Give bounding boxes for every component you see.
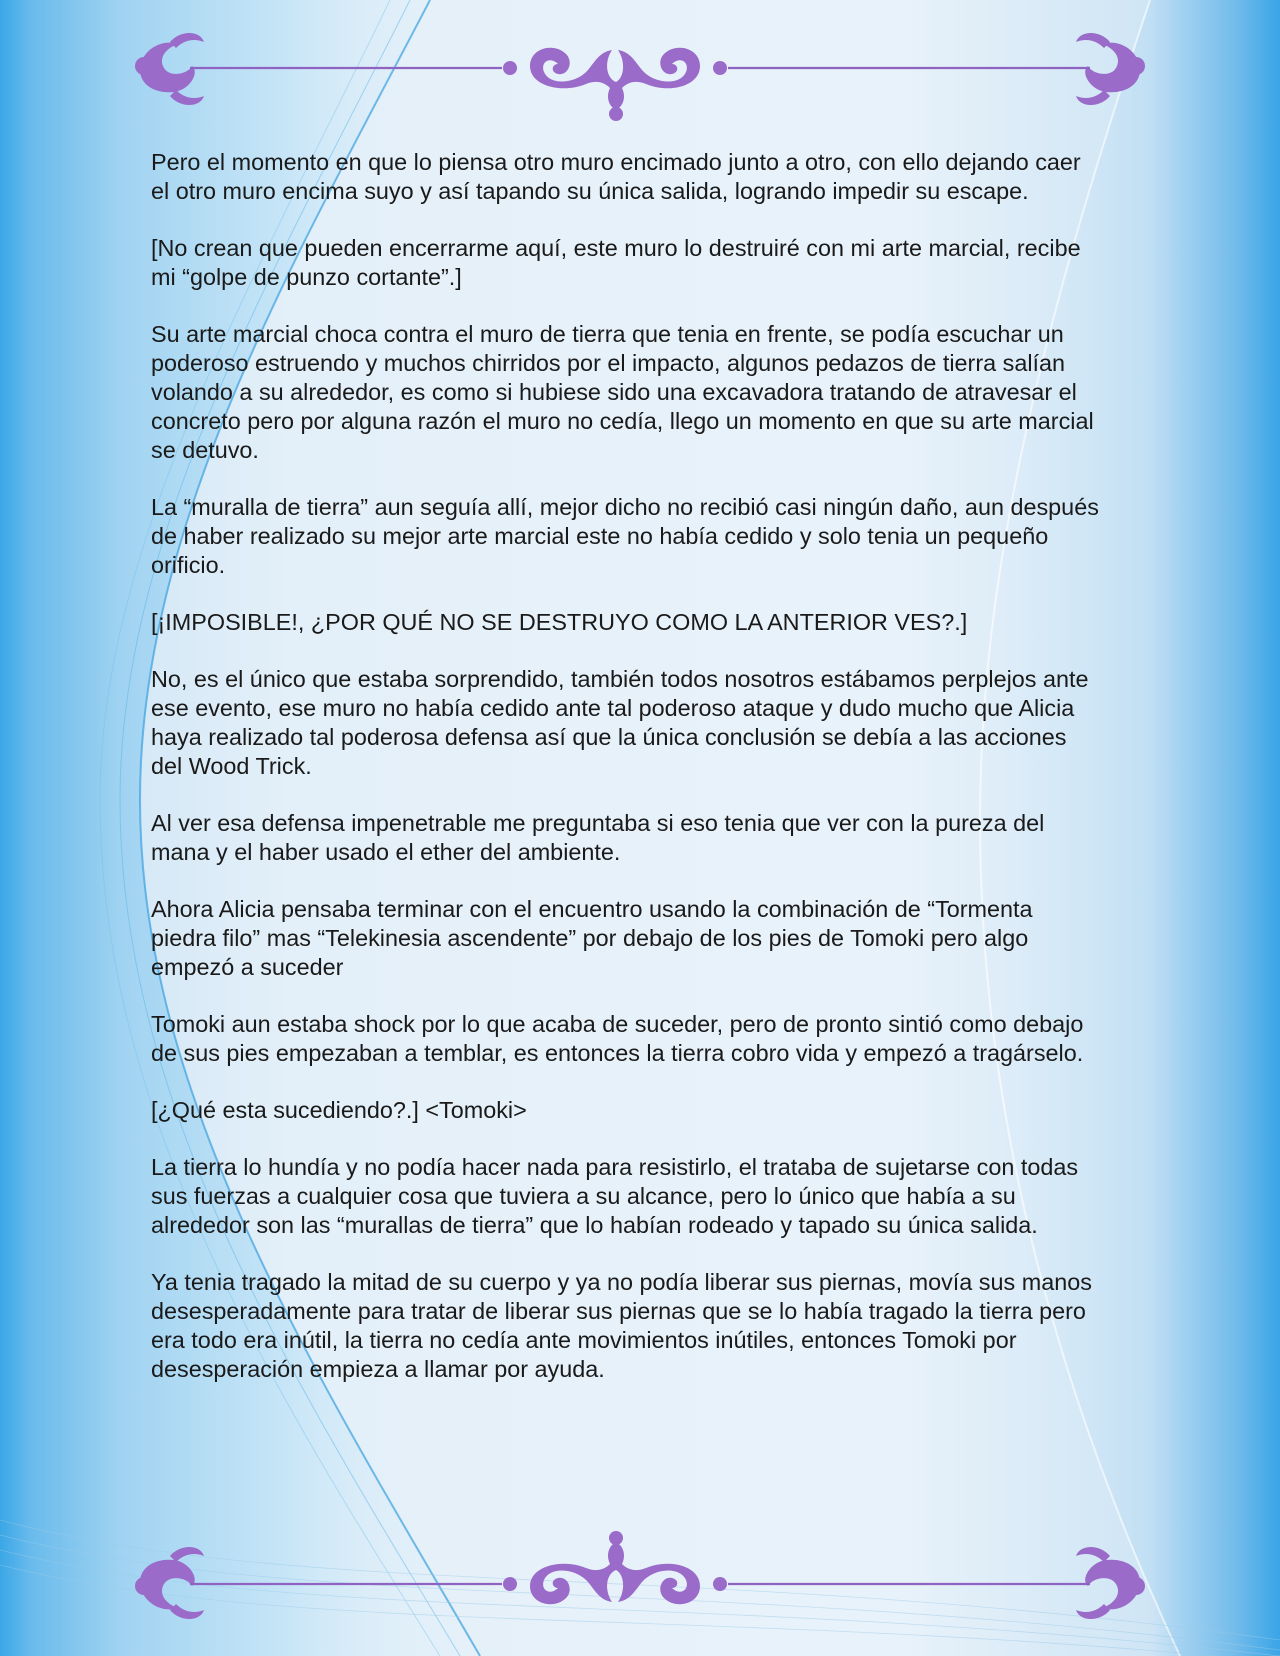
paragraph: La “muralla de tierra” aun seguía allí, mejor dicho no recibió casi ningún daño, aun después de haber realizado su mejor arte marcial este no había cedido y solo tenia un pequeño orificio. [151, 494, 1099, 578]
paragraph: No, es el único que estaba sorprendido, también todos nosotros estábamos perplejos ante ese evento, ese muro no había cedido ante tal poderoso ataque y dudo mucho que Alicia haya realizado tal poderosa defensa así que la única conclusión se debía a las acciones del Wood Trick. [151, 666, 1089, 779]
paragraph: [¡IMPOSIBLE!, ¿POR QUÉ NO SE DESTRUYO COMO LA ANTERIOR VES?.] [151, 609, 968, 635]
paragraph: La tierra lo hundía y no podía hacer nada para resistirlo, el trataba de sujetarse con todas sus fuerzas a cualquier cosa que tuviera a su alcance, pero lo único que había a su alrededor son las “murallas de tierra” que lo habían rodeado y tapado su única salida. [151, 1154, 1079, 1238]
paragraph: Pero el momento en que lo piensa otro muro encimado junto a otro, con ello dejando caer el otro muro encima suyo y así tapando su única salida, logrando impedir su escape. [151, 149, 1081, 204]
paragraph: Ya tenia tragado la mitad de su cuerpo y ya no podía liberar sus piernas, movía sus manos desesperadamente para tratar de liberar sus piernas que se lo había tragado la tierra pero era todo era inútil, la tierra no cedía ante movimientos inútiles, entonces Tomoki por desesperación empieza a llamar por ayuda. [151, 1269, 1092, 1382]
top-flourish-divider-icon [130, 22, 1150, 122]
paragraph: Ahora Alicia pensaba terminar con el encuentro usando la combinación de “Tormenta piedra filo” mas “Telekinesia ascendente” por debajo de los pies de Tomoki pero algo empezó a suceder [151, 896, 1033, 980]
paragraph: [¿Qué esta sucediendo?.] <Tomoki> [151, 1097, 527, 1123]
document-body [151, 148, 1101, 1412]
paragraph: Su arte marcial choca contra el muro de tierra que tenia en frente, se podía escuchar un poderoso estruendo y muchos chirridos por el impacto, algunos pedazos de tierra salían volando a su alrededor, es como si hubiese sido una excavadora tratando de atravesar el concreto pero por alguna razón el muro no cedía, llego un momento en que su arte marcial se detuvo. [151, 321, 1094, 463]
paragraph: [No crean que pueden encerrarme aquí, este muro lo destruiré con mi arte marcial, recibe mi “golpe de punzo cortante”.] [151, 235, 1081, 290]
bottom-flourish-divider-icon [130, 1530, 1150, 1630]
paragraph: Tomoki aun estaba shock por lo que acaba de suceder, pero de pronto sintió como debajo de sus pies empezaban a temblar, es entonces la tierra cobro vida y empezó a tragárselo. [151, 1011, 1084, 1066]
paragraph: Al ver esa defensa impenetrable me preguntaba si eso tenia que ver con la pureza del mana y el haber usado el ether del ambiente. [151, 810, 1045, 865]
